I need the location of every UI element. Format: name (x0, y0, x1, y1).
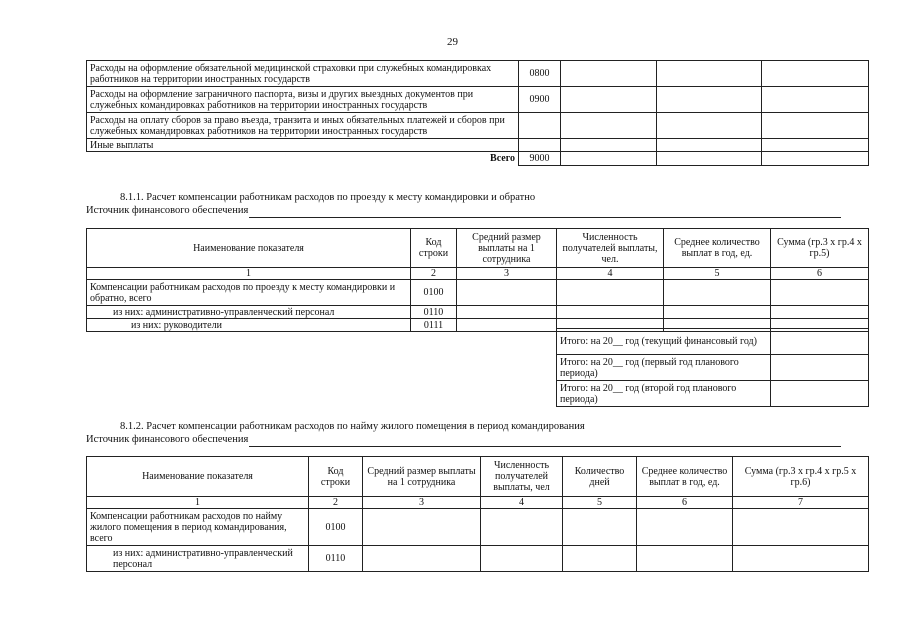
row-code: 0900 (519, 87, 561, 113)
value-cell (563, 546, 637, 572)
value-cell (457, 319, 557, 332)
table-row (87, 113, 869, 139)
value-cell (363, 509, 481, 546)
header-cell: Средний размер выплаты на 1 сотрудника (363, 457, 481, 497)
column-numbers-row (87, 497, 869, 509)
total-row (557, 355, 869, 381)
header-cell: Код строки (411, 229, 457, 268)
row-code: 0111 (411, 319, 457, 332)
total-row (87, 152, 869, 166)
value-cell (771, 381, 869, 407)
header-cell: Средний размер выплаты на 1 сотрудника (457, 229, 557, 268)
header-cell: Наименование показателя (87, 457, 309, 497)
value-cell (481, 509, 563, 546)
row-code: 0110 (309, 546, 363, 572)
header-cell: Сумма (гр.3 х гр.4 х гр.5 х гр.6) (733, 457, 869, 497)
section-title-811: 8.1.1. Расчет компенсации работникам расходов по проезду к месту командировки и обратно (120, 192, 536, 203)
header-row (87, 457, 869, 497)
header-cell: Наименование показателя (87, 229, 411, 268)
value-cell (557, 280, 664, 306)
table-row (87, 61, 869, 87)
row-code (519, 139, 561, 152)
table-812 (86, 456, 869, 572)
column-number: 4 (481, 497, 563, 509)
table-row (87, 87, 869, 113)
header-cell: Код строки (309, 457, 363, 497)
row-code: 0100 (411, 280, 457, 306)
value-cell (657, 139, 762, 152)
totals-811 (556, 328, 869, 407)
section-title-812: 8.1.2. Расчет компенсации работникам расходов по найму жилого помещения в период командирования (120, 421, 585, 432)
value-cell (762, 87, 869, 113)
row-name: Расходы на оформление обязательной медицинской страховки при служебных командировках работников на территории иностранных государств (87, 61, 519, 87)
column-number: 3 (363, 497, 481, 509)
row-name: из них: административно-управленческий персонал (87, 306, 411, 319)
value-cell (561, 139, 657, 152)
value-cell (762, 152, 869, 166)
value-cell (762, 139, 869, 152)
total-label: Всего (490, 153, 515, 165)
value-cell (637, 546, 733, 572)
table-row (87, 509, 869, 546)
value-cell (657, 113, 762, 139)
value-cell (771, 355, 869, 381)
column-number: 5 (563, 497, 637, 509)
value-cell (762, 61, 869, 87)
row-name: Компенсации работникам расходов по проезду к месту командировки и обратно, всего (87, 280, 411, 306)
value-cell (457, 306, 557, 319)
column-number: 7 (733, 497, 869, 509)
funding-source-label: Источник финансового обеспечения (86, 434, 249, 445)
table-row (87, 306, 869, 319)
funding-source-label: Источник финансового обеспечения (86, 205, 249, 216)
header-cell: Количество дней (563, 457, 637, 497)
total-row (557, 329, 869, 355)
column-number: 2 (309, 497, 363, 509)
value-cell (637, 509, 733, 546)
table-row (87, 139, 869, 152)
funding-source-line (249, 446, 841, 447)
header-row (87, 229, 869, 268)
value-cell (657, 61, 762, 87)
value-cell (557, 306, 664, 319)
header-cell: Сумма (гр.3 х гр.4 х гр.5) (771, 229, 869, 268)
row-name: из них: административно-управленческий персонал (87, 546, 309, 572)
header-cell: Среднее количество выплат в год, ед. (664, 229, 771, 268)
total-label: Итого: на 20__ год (текущий финансовый год) (557, 329, 771, 355)
value-cell (657, 152, 762, 166)
table-811 (86, 228, 869, 332)
total-code: 9000 (519, 152, 561, 166)
row-code: 0110 (411, 306, 457, 319)
column-number: 3 (457, 268, 557, 280)
top-table (86, 60, 869, 166)
column-number: 1 (87, 268, 411, 280)
page-number: 29 (447, 36, 458, 48)
value-cell (561, 61, 657, 87)
column-number: 6 (771, 268, 869, 280)
header-cell: Численность получателей выплаты, чел (481, 457, 563, 497)
row-code: 0100 (309, 509, 363, 546)
value-cell (561, 87, 657, 113)
funding-source-line (249, 217, 841, 218)
value-cell (664, 280, 771, 306)
value-cell (664, 306, 771, 319)
total-label: Итого: на 20__ год (второй год планового периода) (557, 381, 771, 407)
row-name: из них: руководители (87, 319, 411, 332)
value-cell (771, 280, 869, 306)
value-cell (561, 152, 657, 166)
column-numbers-row (87, 268, 869, 280)
header-cell: Численность получателей выплаты, чел. (557, 229, 664, 268)
row-name: Расходы на оформление заграничного паспорта, визы и других выездных документов при служебных командировках работников на территории иностранных государств (87, 87, 519, 113)
column-number: 6 (637, 497, 733, 509)
value-cell (363, 546, 481, 572)
table-row (87, 546, 869, 572)
column-number: 1 (87, 497, 309, 509)
row-code: 0800 (519, 61, 561, 87)
row-name: Расходы на оплату сборов за право въезда, транзита и иных обязательных платежей и сборов при служебных командировках работников на территории иностранных государств (87, 113, 519, 139)
value-cell (733, 509, 869, 546)
column-number: 4 (557, 268, 664, 280)
total-label: Итого: на 20__ год (первый год планового периода) (557, 355, 771, 381)
header-cell: Среднее количество выплат в год, ед. (637, 457, 733, 497)
value-cell (771, 306, 869, 319)
value-cell (771, 329, 869, 355)
row-name: Иные выплаты (87, 139, 519, 152)
table-row (87, 280, 869, 306)
value-cell (457, 280, 557, 306)
row-code (519, 113, 561, 139)
value-cell (657, 87, 762, 113)
value-cell (481, 546, 563, 572)
value-cell (561, 113, 657, 139)
value-cell (733, 546, 869, 572)
column-number: 2 (411, 268, 457, 280)
value-cell (762, 113, 869, 139)
value-cell (563, 509, 637, 546)
total-row (557, 381, 869, 407)
row-name: Компенсации работникам расходов по найму жилого помещения в период командирования, всего (87, 509, 309, 546)
column-number: 5 (664, 268, 771, 280)
